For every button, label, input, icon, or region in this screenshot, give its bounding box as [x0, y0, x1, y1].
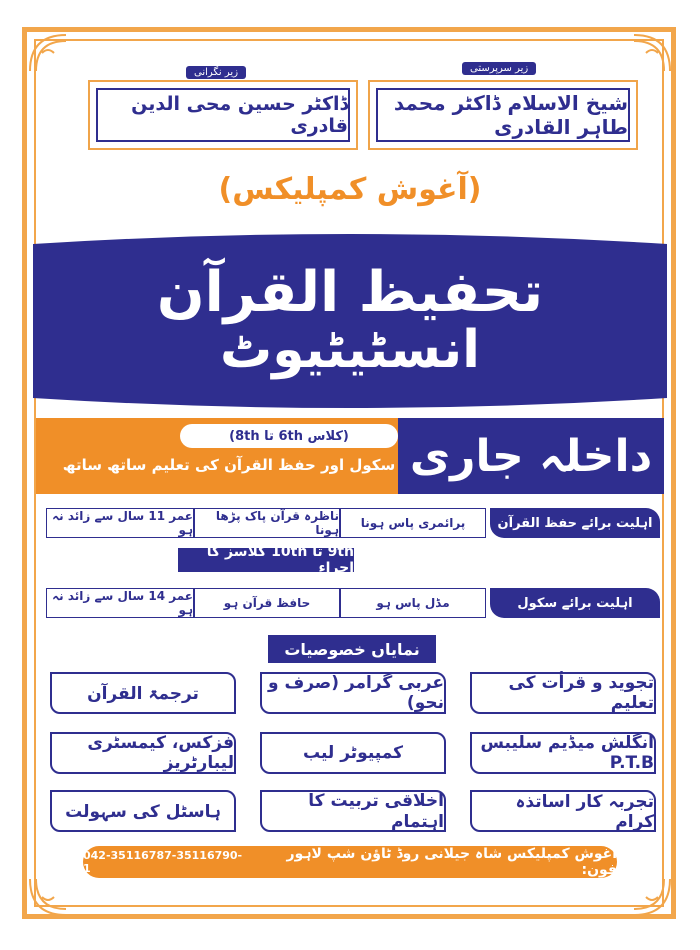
patron-box-left [88, 80, 358, 150]
hifz-eligibility-row [46, 508, 486, 538]
school-cell-1: مڈل پاس ہو [340, 588, 486, 618]
patron-name-left: ڈاکٹر حسین محی الدین قادری [96, 88, 350, 142]
corner-ornament-icon [632, 33, 672, 73]
banner-line-2: انسٹیٹیوٹ [219, 320, 481, 381]
hifz-cell-2: ناظرہ قرآن پاک پڑھا ہونا [194, 508, 340, 538]
corner-ornament-icon [28, 33, 68, 73]
feature-item: ترجمۃ القرآن [50, 672, 236, 714]
footer-phones: 042-35116787-35116790-1 [83, 849, 243, 875]
features-heading: نمایاں خصوصیات [268, 635, 436, 663]
school-cell-3: عمر 14 سال سے زائد نہ ہو [46, 588, 194, 618]
classes-start-badge: 9th تا 10th کلاسز کا اجراء [178, 548, 354, 572]
feature-item: کمپیوٹر لیب [260, 732, 446, 774]
class-range: (کلاس 6th تا 8th) [180, 424, 398, 448]
corner-ornament-icon [28, 877, 68, 917]
patron-name-right: شیخ الاسلام ڈاکٹر محمد طاہر القادری [376, 88, 630, 142]
footer-address: آغوش کمپلیکس شاہ جیلانی روڈ ٹاؤن شپ لاہور فون: [286, 846, 617, 878]
feature-item: ہاسٹل کی سہولت [50, 790, 236, 832]
hifz-eligibility-label: اہلیت برائے حفظ القرآن [490, 508, 660, 538]
feature-item: انگلش میڈیم سلیبس P.T.B [470, 732, 656, 774]
school-eligibility-row [46, 588, 486, 618]
school-cell-2: حافظ قرآن ہو [194, 588, 340, 618]
feature-item: اخلاقی تربیت کا اہتمام [260, 790, 446, 832]
patron-tag-left: زیر نگرانی [186, 66, 246, 79]
patron-box-right [368, 80, 638, 150]
complex-title: (آغوش کمپلیکس) [218, 172, 482, 207]
main-banner-text-wrap [33, 232, 667, 410]
hifz-cell-3: عمر 11 سال سے زائد نہ ہو [46, 508, 194, 538]
patron-tag-right: زیر سرپرستی [462, 62, 536, 75]
feature-item: تجوید و قرأت کی تعلیم [470, 672, 656, 714]
admission-subtitle: سکول اور حفظ القرآن کی تعلیم ساتھ ساتھ [62, 456, 396, 474]
feature-item: فزکس، کیمسٹری لیبارٹریز [50, 732, 236, 774]
footer-contact [83, 846, 617, 878]
corner-ornament-icon [632, 877, 672, 917]
admission-heading: داخلہ جاری [398, 418, 664, 494]
feature-item: تجربہ کار اساتذہ کرام [470, 790, 656, 832]
school-eligibility-label: اہلیت برائے سکول [490, 588, 660, 618]
feature-item: عربی گرامر (صرف و نحو) [260, 672, 446, 714]
banner-line-1: تحفیظ القرآن [156, 260, 544, 326]
hifz-cell-1: پرائمری پاس ہونا [340, 508, 486, 538]
